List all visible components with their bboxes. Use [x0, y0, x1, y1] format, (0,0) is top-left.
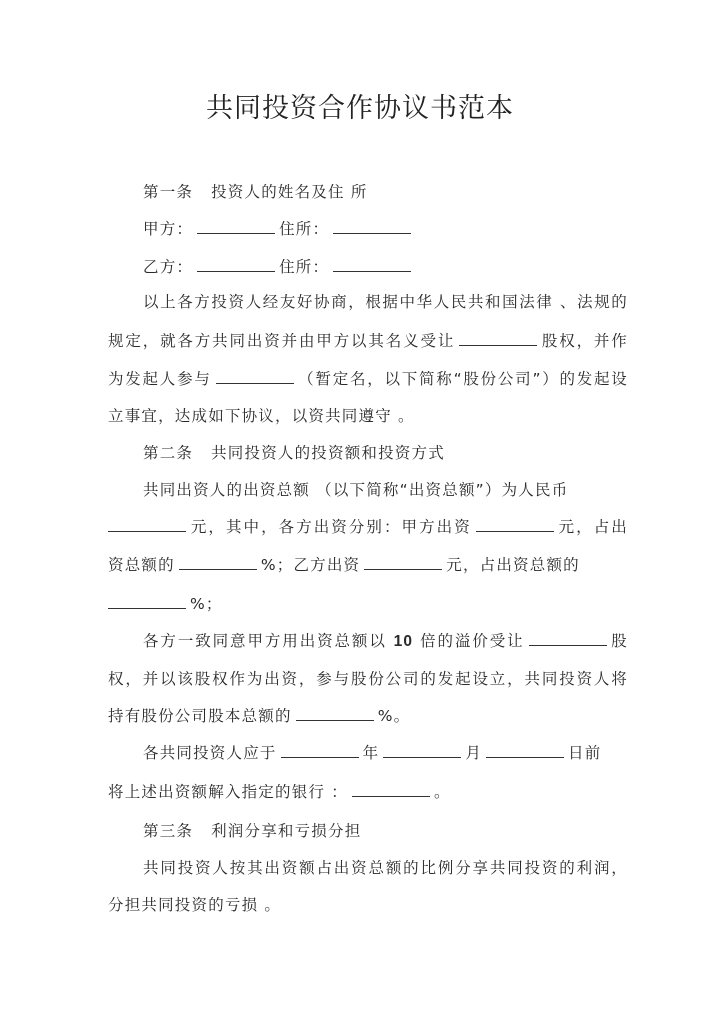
text-span: 资总额的: [108, 556, 175, 574]
paragraph-line: 权，并以该股权作为出资，参与股份公司的发起设立，共同投资人将: [108, 670, 628, 688]
party-b-row: [143, 256, 628, 278]
article-2-heading: [143, 442, 628, 464]
paragraph-line: [108, 705, 628, 727]
multiplier-value: 10: [393, 633, 414, 650]
text-span: 股: [610, 632, 628, 650]
party-a-percent-blank[interactable]: [179, 555, 257, 570]
text-span: 各共同投资人应于: [143, 744, 277, 762]
text-span: %。: [377, 707, 411, 725]
document-title: 共同投资合作协议书范本: [206, 93, 514, 124]
day-blank[interactable]: [486, 743, 564, 758]
bank-blank[interactable]: [352, 782, 430, 797]
paragraph-line: [108, 516, 628, 538]
paragraph-line: [108, 368, 628, 390]
equity-blank[interactable]: [459, 331, 537, 346]
party-b-address-blank[interactable]: [333, 257, 411, 272]
paragraph-line: [143, 742, 628, 764]
party-a-label: 甲方：: [143, 220, 194, 238]
paragraph-line: 以上各方投资人经友好协商，根据中华人民共和国法律 、法规的: [143, 293, 628, 311]
paragraph-line: 分担共同投资的亏损 。: [108, 896, 282, 914]
party-b-percent-blank[interactable]: [108, 594, 186, 609]
month-blank[interactable]: [383, 743, 461, 758]
paragraph-line: [108, 554, 628, 576]
article-heading-text: 投资人的姓名及住 所: [211, 183, 368, 201]
text-span: 为发起人参与: [108, 370, 212, 388]
paragraph-line: 立事宜，达成如下协议，以资共同遵守 。: [108, 407, 415, 425]
year-blank[interactable]: [281, 743, 359, 758]
article-1-heading: [143, 181, 628, 203]
article-number: 第一条: [143, 183, 194, 201]
text-span: 倍的溢价受让: [420, 632, 525, 650]
text-span: 元，其中，各方出资分别：甲方出资: [190, 518, 472, 536]
paragraph-line: [108, 593, 628, 615]
paragraph-line: [143, 630, 628, 653]
article-number: 第三条: [143, 822, 194, 840]
article-3-heading: [143, 820, 628, 842]
text-span: 月: [465, 744, 483, 762]
total-amount-blank[interactable]: [108, 517, 186, 532]
party-a-row: [143, 218, 628, 240]
text-span: 。: [433, 783, 451, 801]
text-span: 持有股份公司股本总额的: [108, 707, 292, 725]
party-a-address-blank[interactable]: [333, 219, 411, 234]
text-span: 年: [362, 744, 380, 762]
article-heading-text: 利润分享和亏损分担: [211, 822, 362, 840]
address-label: 住所：: [279, 258, 330, 276]
text-span: 将上述出资额解入指定的银行 ：: [108, 783, 348, 801]
address-label: 住所：: [279, 220, 330, 238]
party-b-name-blank[interactable]: [197, 257, 275, 272]
paragraph-line: [108, 781, 628, 803]
text-span: 股权，并作: [541, 332, 628, 350]
premium-equity-blank[interactable]: [529, 631, 607, 646]
company-name-blank[interactable]: [216, 369, 294, 384]
paragraph-line: 共同投资人按其出资额占出资总额的比例分享共同投资的利润，: [143, 859, 628, 877]
text-span: %；: [190, 595, 223, 613]
article-number: 第二条: [143, 444, 194, 462]
text-span: 规定，就各方共同出资并由甲方以其名义受让: [108, 332, 456, 350]
party-a-amount-blank[interactable]: [476, 517, 554, 532]
party-b-amount-blank[interactable]: [364, 555, 442, 570]
party-a-name-blank[interactable]: [197, 219, 275, 234]
text-span: %；乙方出资: [260, 556, 361, 574]
paragraph-line: 共同出资人的出资总额 （以下简称“出资总额”）为人民币: [143, 481, 569, 499]
text-span: 各方一致同意甲方用出资总额以: [143, 632, 387, 650]
article-heading-text: 共同投资人的投资额和投资方式: [211, 444, 445, 462]
paragraph-line: [108, 330, 628, 352]
party-b-label: 乙方：: [143, 258, 194, 276]
text-span: 元，占出: [557, 518, 628, 536]
text-span: 元，占出资总额的: [446, 556, 580, 574]
share-percent-blank[interactable]: [296, 706, 374, 721]
text-span: （暂定名，以下简称“股份公司”）的发起设: [297, 370, 629, 388]
text-span: 日前: [568, 744, 602, 762]
